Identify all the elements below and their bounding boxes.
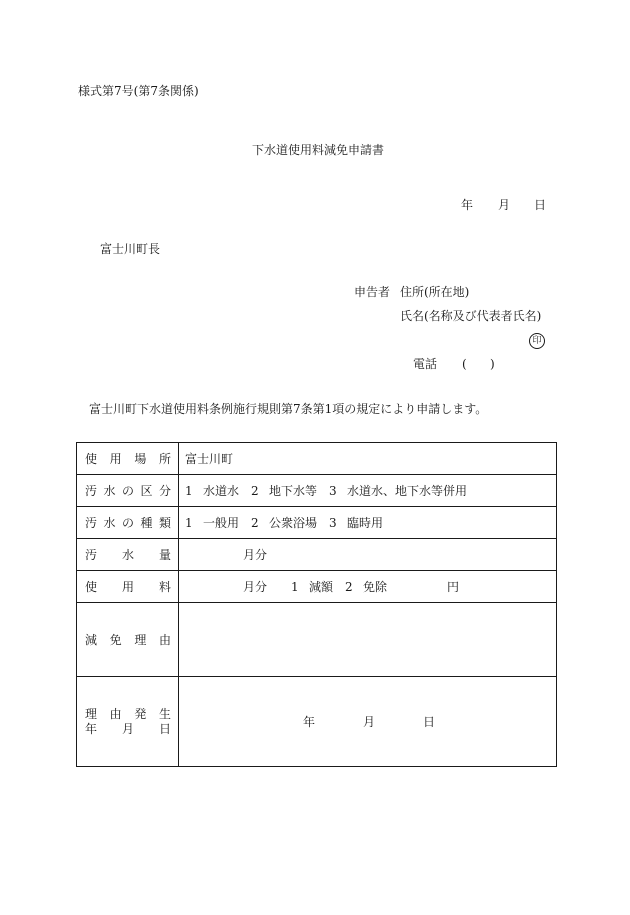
date-day-label: 日 xyxy=(534,198,547,212)
value-reason[interactable] xyxy=(179,603,557,677)
address-label: 住所(所在地) xyxy=(400,285,470,299)
option-groundwater: 地下水等 xyxy=(269,483,318,498)
label-char: 汚 xyxy=(85,547,98,562)
label-reason xyxy=(77,603,179,677)
label-char: 場 xyxy=(134,451,147,466)
label-char: 区 xyxy=(140,483,153,498)
seal-mark: 印 xyxy=(529,333,545,349)
phone-label: 電話 xyxy=(413,357,438,371)
option-exemption: 免除 xyxy=(363,579,388,594)
date-year-label: 年 xyxy=(461,198,474,212)
label-occurrence-date xyxy=(77,677,179,767)
row-occurrence-date xyxy=(77,677,557,767)
option-number: 3 xyxy=(329,483,337,498)
row-location xyxy=(77,443,557,475)
label-char: 年 xyxy=(85,722,98,736)
value-location[interactable] xyxy=(179,443,557,475)
fee-currency: 円 xyxy=(447,579,460,594)
label-fee xyxy=(77,571,179,603)
option-number: 2 xyxy=(251,515,259,530)
label-sewage-category xyxy=(77,475,179,507)
label-sewage-type xyxy=(77,507,179,539)
occurrence-month-label: 月 xyxy=(363,714,376,729)
application-statement: 富士川町下水道使用料条例施行規則第7条第1項の規定により申請します。 xyxy=(89,402,488,416)
option-number: 1 xyxy=(185,515,193,530)
applicant-role: 申告者 xyxy=(354,285,391,299)
label-char: 使 xyxy=(85,451,98,466)
value-occurrence-date[interactable] xyxy=(179,677,557,767)
label-char: 水 xyxy=(103,483,116,498)
location-value: 富士川町 xyxy=(185,451,234,466)
label-char: 分 xyxy=(158,483,171,498)
option-number: 2 xyxy=(251,483,259,498)
label-char: 類 xyxy=(158,515,171,530)
label-char: 減 xyxy=(85,632,98,647)
application-table xyxy=(76,442,557,767)
option-number: 1 xyxy=(185,483,193,498)
label-char: 理 xyxy=(85,707,98,721)
option-reduction: 減額 xyxy=(309,579,334,594)
option-tap-water: 水道水 xyxy=(203,483,240,498)
option-public-bath: 公衆浴場 xyxy=(269,515,318,530)
phone-paren-open: ( xyxy=(462,357,467,371)
row-reason xyxy=(77,603,557,677)
label-char: 用 xyxy=(109,451,122,466)
value-volume[interactable] xyxy=(179,539,557,571)
label-char: 由 xyxy=(109,707,122,721)
label-char: 由 xyxy=(158,632,171,647)
value-fee[interactable] xyxy=(179,571,557,603)
option-combined: 水道水、地下水等併用 xyxy=(347,483,468,498)
option-general: 一般用 xyxy=(203,515,240,530)
option-number: 3 xyxy=(329,515,337,530)
label-char: の xyxy=(121,483,134,498)
form-number: 様式第7号(第7条関係) xyxy=(78,84,199,98)
label-char: 日 xyxy=(158,722,171,736)
label-char: 量 xyxy=(158,547,171,562)
option-number: 1 xyxy=(291,579,299,594)
label-char: 免 xyxy=(109,632,122,647)
value-sewage-category[interactable] xyxy=(179,475,557,507)
label-char: 所 xyxy=(158,451,171,466)
occurrence-year-label: 年 xyxy=(303,714,316,729)
label-char: 発 xyxy=(134,707,147,721)
document-title: 下水道使用料減免申請書 xyxy=(252,143,385,157)
row-fee xyxy=(77,571,557,603)
date-month-label: 月 xyxy=(498,198,511,212)
label-char: 汚 xyxy=(85,515,98,530)
option-temporary: 臨時用 xyxy=(347,515,384,530)
label-char: 料 xyxy=(158,579,171,594)
phone-paren-close: ) xyxy=(490,357,495,371)
label-char: の xyxy=(121,515,134,530)
label-char: 生 xyxy=(158,707,171,721)
volume-unit: 月分 xyxy=(243,547,268,562)
fee-unit: 月分 xyxy=(243,579,268,594)
label-volume xyxy=(77,539,179,571)
label-char: 使 xyxy=(85,579,98,594)
row-volume xyxy=(77,539,557,571)
value-sewage-type[interactable] xyxy=(179,507,557,539)
row-sewage-type xyxy=(77,507,557,539)
label-char: 種 xyxy=(140,515,153,530)
label-char: 理 xyxy=(134,632,147,647)
row-sewage-category xyxy=(77,475,557,507)
label-char: 水 xyxy=(121,547,134,562)
label-char: 汚 xyxy=(85,483,98,498)
label-char: 水 xyxy=(103,515,116,530)
name-label: 氏名(名称及び代表者氏名) xyxy=(400,309,542,323)
label-char: 用 xyxy=(121,579,134,594)
label-location xyxy=(77,443,179,475)
addressee: 富士川町長 xyxy=(100,242,161,256)
occurrence-day-label: 日 xyxy=(423,714,436,729)
label-char: 月 xyxy=(121,722,134,736)
option-number: 2 xyxy=(345,579,353,594)
